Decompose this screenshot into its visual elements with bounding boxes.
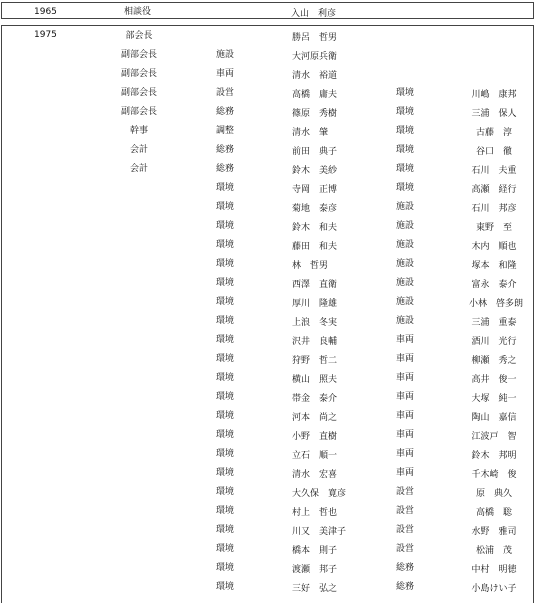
member-name: 川又 美津子 — [292, 527, 347, 537]
member-dept-2: 環境 — [396, 126, 415, 136]
member-name: 清水 肇 — [292, 128, 329, 138]
member-dept: 設営 — [216, 88, 235, 98]
member-name: 橋本 則子 — [292, 546, 338, 556]
member-role: 会計 — [129, 145, 148, 155]
member-dept-2: 施設 — [396, 221, 415, 231]
member-name: 沢井 良輔 — [292, 337, 338, 347]
member-name: 林 哲男 — [292, 261, 329, 271]
member-dept-2: 環境 — [396, 145, 415, 155]
member-role: 幹事 — [129, 126, 148, 136]
member-name: 鈴木 美紗 — [292, 166, 338, 176]
member-name-2: 酒川 光行 — [471, 337, 517, 347]
member-name: 河本 尚之 — [292, 413, 338, 423]
member-dept: 環境 — [216, 335, 235, 345]
member-dept: 環境 — [216, 373, 235, 383]
member-name: 大久保 寛彦 — [292, 489, 347, 499]
member-name-2: 千木崎 俊 — [471, 470, 517, 480]
member-name: 菊地 泰彦 — [292, 204, 338, 214]
member-dept: 環境 — [216, 354, 235, 364]
member-name-2: 江波戸 智 — [471, 432, 517, 442]
member-dept: 総務 — [216, 107, 235, 117]
member-dept: 環境 — [216, 582, 235, 592]
header-name: 入山 利彦 — [291, 9, 337, 19]
member-dept-2: 車両 — [396, 430, 415, 440]
member-dept: 環境 — [216, 487, 235, 497]
member-name: 上浪 冬実 — [292, 318, 338, 328]
member-name: 厚川 隆雄 — [292, 299, 338, 309]
member-dept-2: 車両 — [396, 449, 415, 459]
member-name-2: 川嶋 康邦 — [471, 90, 517, 100]
member-name-2: 東野 至 — [475, 223, 512, 233]
member-name-2: 高橋 聡 — [475, 508, 512, 518]
member-dept: 環境 — [216, 240, 235, 250]
member-dept-2: 車両 — [396, 411, 415, 421]
member-dept: 環境 — [216, 278, 235, 288]
member-name-2: 原 典久 — [475, 489, 512, 499]
member-dept-2: 設営 — [396, 506, 415, 516]
member-name: 小野 直樹 — [292, 432, 338, 442]
member-name-2: 小島けい子 — [471, 584, 517, 594]
member-dept-2: 施設 — [396, 202, 415, 212]
member-dept: 総務 — [216, 145, 235, 155]
member-dept-2: 車両 — [396, 392, 415, 402]
member-dept-2: 車両 — [396, 354, 415, 364]
member-dept-2: 施設 — [396, 316, 415, 326]
member-dept: 環境 — [216, 544, 235, 554]
member-dept: 車両 — [216, 69, 235, 79]
member-dept-2: 環境 — [396, 88, 415, 98]
member-role: 副部会長 — [120, 50, 157, 60]
member-dept: 環境 — [216, 392, 235, 402]
member-dept-2: 総務 — [396, 563, 415, 573]
member-name-2: 谷口 徹 — [475, 147, 512, 157]
member-dept: 環境 — [216, 183, 235, 193]
member-name: 横山 照夫 — [292, 375, 338, 385]
member-name: 寺岡 正博 — [292, 185, 338, 195]
member-dept: 総務 — [216, 164, 235, 174]
member-role: 会計 — [129, 164, 148, 174]
member-name-2: 石川 邦彦 — [471, 204, 517, 214]
member-name: 清水 宏喜 — [292, 470, 338, 480]
member-name-2: 塚本 和隆 — [471, 261, 517, 271]
member-dept: 環境 — [216, 221, 235, 231]
member-dept: 環境 — [216, 297, 235, 307]
member-dept-2: 設営 — [396, 487, 415, 497]
member-role: 副部会長 — [120, 69, 157, 79]
member-dept: 環境 — [216, 316, 235, 326]
member-dept-2: 車両 — [396, 335, 415, 345]
member-name-2: 柳瀬 秀之 — [471, 356, 517, 366]
member-dept-2: 施設 — [396, 259, 415, 269]
member-name-2: 陶山 嘉信 — [471, 413, 517, 423]
member-name: 西澤 直衛 — [292, 280, 338, 290]
member-name: 三好 弘之 — [292, 584, 338, 594]
section-year: 1975 — [34, 30, 57, 40]
member-name: 清水 裕道 — [292, 71, 338, 81]
header-role: 相談役 — [124, 7, 152, 17]
member-name-2: 中村 明徳 — [471, 565, 517, 575]
member-name-2: 木内 順也 — [471, 242, 517, 252]
header-year: 1965 — [34, 7, 57, 17]
member-role: 副部会長 — [120, 107, 157, 117]
member-name-2: 古藤 淳 — [475, 128, 512, 138]
member-dept-2: 車両 — [396, 468, 415, 478]
member-name: 村上 哲也 — [292, 508, 338, 518]
member-dept: 環境 — [216, 563, 235, 573]
member-name: 狩野 哲二 — [292, 356, 338, 366]
member-name-2: 水野 雅司 — [471, 527, 517, 537]
member-role: 部会長 — [125, 31, 153, 41]
member-name-2: 松浦 茂 — [475, 546, 512, 556]
member-dept-2: 車両 — [396, 373, 415, 383]
member-name-2: 富永 泰介 — [471, 280, 517, 290]
member-name: 鈴木 和夫 — [292, 223, 338, 233]
member-name-2: 高井 俊一 — [471, 375, 517, 385]
member-name-2: 三浦 保人 — [471, 109, 517, 119]
member-dept-2: 環境 — [396, 164, 415, 174]
member-dept: 環境 — [216, 430, 235, 440]
members-table — [1, 25, 534, 603]
member-dept-2: 設営 — [396, 525, 415, 535]
member-name: 立石 順一 — [292, 451, 338, 461]
member-name-2: 鈴木 邦明 — [471, 451, 517, 461]
member-dept-2: 環境 — [396, 107, 415, 117]
member-dept: 環境 — [216, 449, 235, 459]
member-dept-2: 総務 — [396, 582, 415, 592]
member-dept-2: 設営 — [396, 544, 415, 554]
member-name: 前田 典子 — [292, 147, 338, 157]
member-dept: 環境 — [216, 259, 235, 269]
member-dept-2: 環境 — [396, 183, 415, 193]
member-dept-2: 施設 — [396, 297, 415, 307]
member-role: 副部会長 — [120, 88, 157, 98]
member-name-2: 三浦 重泰 — [471, 318, 517, 328]
member-name: 勝呂 哲男 — [292, 33, 338, 43]
member-name-2: 高瀬 経行 — [471, 185, 517, 195]
member-dept: 環境 — [216, 506, 235, 516]
member-dept: 環境 — [216, 525, 235, 535]
member-dept-2: 施設 — [396, 240, 415, 250]
member-name-2: 小林 啓多朗 — [469, 299, 524, 309]
member-name: 篠原 秀樹 — [292, 109, 338, 119]
member-dept: 調整 — [216, 126, 235, 136]
member-name: 帯金 泰介 — [292, 394, 338, 404]
member-name: 藤田 和夫 — [292, 242, 338, 252]
member-dept: 環境 — [216, 411, 235, 421]
header-row-box — [1, 2, 534, 19]
member-name-2: 大塚 純一 — [471, 394, 517, 404]
member-dept: 施設 — [216, 50, 235, 60]
member-name: 高橋 庸夫 — [292, 90, 338, 100]
member-dept: 環境 — [216, 468, 235, 478]
member-name: 大河原兵衛 — [292, 52, 338, 62]
member-name: 渡瀬 邦子 — [292, 565, 338, 575]
member-dept-2: 施設 — [396, 278, 415, 288]
member-dept: 環境 — [216, 202, 235, 212]
member-name-2: 石川 夫重 — [471, 166, 517, 176]
